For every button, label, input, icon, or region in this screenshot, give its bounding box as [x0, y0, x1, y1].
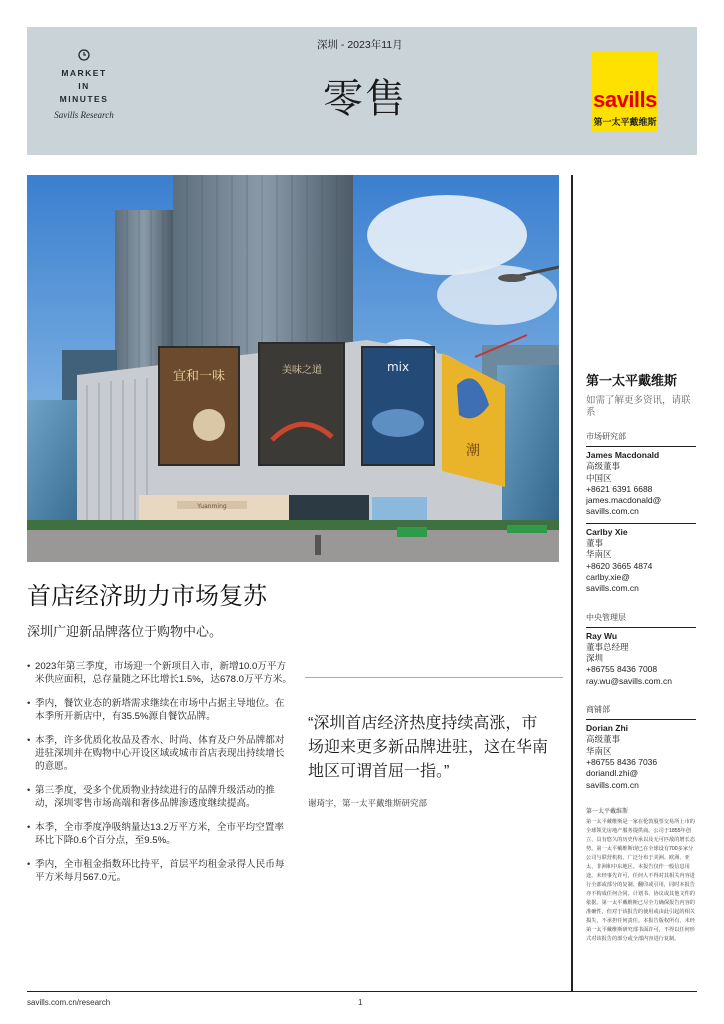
- footer-rule: [27, 991, 697, 992]
- key-points-list: [27, 660, 292, 895]
- dept-research: 市场研究部: [586, 431, 696, 447]
- contact-phone[interactable]: +8621 6391 6688: [586, 483, 653, 494]
- contact-email-domain[interactable]: savills.com.cn: [586, 779, 639, 790]
- contact-title: 高级董事: [586, 461, 621, 472]
- shopping-mall-illustration: [27, 175, 559, 562]
- contact-phone[interactable]: +86755 8436 7008: [586, 664, 658, 675]
- key-point: • 本季，许多优质化妆品及香水、时尚、体育及户外品牌都对进驻深圳并在购物中心开设区域或城市首店表现出持续增长的意愿。: [27, 734, 292, 773]
- contact-title: 董事: [586, 538, 604, 549]
- contact-phone[interactable]: +8620 3665 4874: [586, 560, 653, 571]
- key-point: • 季内，全市租金指数环比持平，首层平均租金录得人民币每平方米每月567.0元。: [27, 858, 292, 884]
- sidebar-divider: [571, 175, 573, 991]
- contact-card-carlby: [586, 527, 696, 600]
- footer-url[interactable]: savills.com.cn/research: [27, 998, 111, 1007]
- contact-title: 高级董事: [586, 734, 621, 745]
- contact-card-dorian: [586, 723, 696, 796]
- contact-email[interactable]: doriandl.zhi@: [586, 768, 639, 779]
- report-date: 深圳 - 2023年11月: [317, 39, 403, 51]
- about-title: 第一太平戴维斯: [586, 808, 629, 815]
- page-number: 1: [358, 998, 363, 1007]
- store-sign-text: Yuanming: [197, 503, 227, 510]
- badge-line-in: IN: [78, 81, 90, 91]
- logo-brand: savills: [593, 87, 657, 112]
- market-in-minutes-badge: [49, 49, 119, 120]
- dept-retail: 商铺部: [586, 704, 696, 720]
- about-section: [586, 808, 696, 944]
- billboard-2-text: 美味之道: [282, 365, 322, 376]
- logo-brand-cn: 第一太平戴维斯: [593, 117, 657, 127]
- header-band: [27, 27, 697, 155]
- badge-line-market: MARKET: [61, 68, 107, 78]
- contact-phone[interactable]: +86755 8436 7036: [586, 756, 658, 767]
- contact-name: Carlby Xie: [586, 526, 628, 537]
- contact-sidebar: [586, 370, 696, 944]
- contact-email-domain[interactable]: savills.com.cn: [586, 506, 639, 517]
- hero-photo: [27, 175, 559, 562]
- billboard-3-text: mix: [386, 360, 410, 374]
- contact-name: Ray Wu: [586, 630, 618, 641]
- dept-management: 中央管理层: [586, 612, 696, 628]
- contact-title: 董事总经理: [586, 641, 629, 652]
- article-subhead: 深圳广迎新品牌落位于购物中心。: [27, 624, 223, 639]
- badge-research: Savills Research: [54, 110, 114, 120]
- key-point: • 本季，全市季度净吸纳量达13.2万平方米，全市平均空置率环比下降0.6个百分点，至9.5%。: [27, 821, 292, 847]
- contact-email-domain[interactable]: savills.com.cn: [586, 583, 639, 594]
- quote-author: 谢琦宇，第一太平戴维斯研究部: [308, 798, 428, 808]
- contact-email[interactable]: james.macdonald@: [586, 495, 662, 506]
- contact-prompt: 如需了解更多资讯，请联系: [586, 395, 691, 418]
- badge-line-minutes: MINUTES: [59, 94, 109, 104]
- contact-region: 华南区: [586, 549, 612, 560]
- contact-region: 华南区: [586, 745, 612, 756]
- billboard-4-text: 潮: [466, 443, 480, 459]
- billboard-1-text: 宜和一味: [172, 369, 226, 384]
- contact-region: 深圳: [586, 653, 604, 664]
- contact-name: James Macdonald: [586, 450, 660, 460]
- page-title: 零售: [323, 77, 407, 121]
- article-headline: 首店经济助力市场复苏: [27, 583, 267, 610]
- savills-logo: [592, 51, 658, 131]
- clock-icon: [78, 49, 90, 61]
- contact-email[interactable]: carlby.xie@: [586, 571, 630, 582]
- contact-name: Dorian Zhi: [586, 723, 629, 734]
- contact-card-james: [586, 450, 696, 524]
- key-point: • 季内，餐饮业态的新塔需求继续在市场中占据主导地位。在本季所开新店中，有35.5%源自餐饮品牌。: [27, 697, 292, 723]
- contact-email[interactable]: ray.wu@savills.com.cn: [586, 675, 672, 686]
- pull-quote: “深圳首店经济热度持续高涨，市场迎来更多新品牌进驻，这在华南地区可谓首屈一指。”: [308, 715, 549, 780]
- key-point: • 2023年第三季度，市场迎一个新项目入市，新增10.0万平方米供应面积，总存量随之环比增长1.5%，达678.0万平方米。: [27, 660, 292, 686]
- contact-region: 中国区: [586, 472, 612, 483]
- quote-divider: [305, 677, 563, 678]
- contact-card-ray: [586, 631, 696, 692]
- about-text: 第一太平戴维斯是一家在伦敦股票交易所上市的全球领先房地产服务提供商。公司于1855年创立，具有悠久的历史传承以及无可匹敌的增长态势。第一太平戴维斯现已在全球设有700多家分公司与联营机构，广泛分布于美洲、欧洲、亚太、非洲和中东地区。本报告仅作一般信息用途。未经事先许可，任何人不得对其相关内容进行全部或部分的复制、翻印或引用，同时本报告亦不构成任何合同、计划书、协议或其他文件的依据。第一太平戴维斯已尽全力确保报告内容的准确性，但对于该报告的使用或由此引起的相关损失，不承担任何责任。本报告版权所有，未经第一太平戴维斯研究部书面许可，不得以任何形式对该报告的部分或全部内容进行复制。: [586, 818, 695, 942]
- sidebar-brand-name: 第一太平戴维斯: [586, 373, 678, 388]
- key-point: • 第三季度，受多个优质物业持续进行的品牌升级活动的推动，深圳零售市场高端和奢侈品牌渗透度继续提高。: [27, 784, 292, 810]
